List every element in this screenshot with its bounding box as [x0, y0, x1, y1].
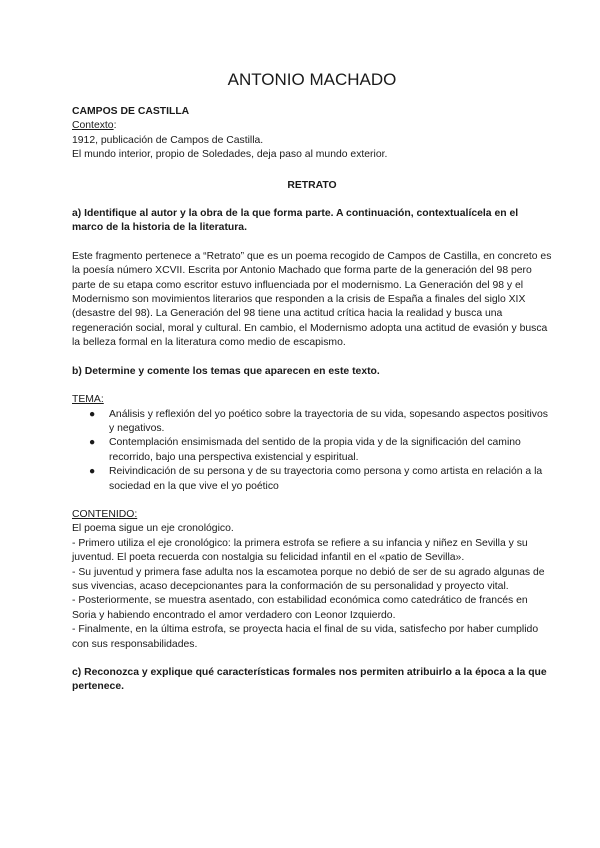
question-c: c) Reconozca y explique qué características formales nos permiten atribuirlo a la época a la que pertenece. [72, 667, 547, 693]
question-b: b) Determine y comente los temas que aparecen en este texto. [72, 365, 380, 377]
bullet-icon: ● [89, 466, 96, 478]
tema-item [89, 408, 552, 437]
context-line: El mundo interior, propio de Soledades, deja paso al mundo exterior. [72, 149, 388, 161]
context-label: Contexto [72, 120, 114, 132]
tema-label: TEMA: [72, 394, 104, 406]
section-title: CAMPOS DE CASTILLA [72, 106, 190, 117]
tema-item-text: Reivindicación de su persona y de su trayectoria como persona y como artista en relación a la sociedad en la que vive el yo poético [109, 466, 543, 492]
answer-a: Este fragmento pertenece a “Retrato” que es un poema recogido de Campos de Castilla, en concreto es la poesía número XCVII. Escrita por Antonio Machado que forma parte de la generación del 98 pero parte de su etapa como escritor estuvo influenciada por el modernismo. La Generación del 98 y el Modernismo son movimientos literarios que responden a la crisis de España a finales del siglo XIX (desastre del 98). La Generación del 98 tiene una actitud crítica hacia la realidad y busca una regeneración social, moral y cultural. En cambio, el Modernismo adopta una actitud de evasión y busca la belleza formal en la literatura como medio de escapismo. [72, 250, 552, 349]
context-line: 1912, publicación de Campos de Castilla. [72, 134, 264, 146]
contenido-line: - Posteriormente, se muestra asentado, con estabilidad económica como catedrático de francés en Soria y habiendo encontrado el amor verdadero con Leonor Izquierdo. [72, 595, 528, 621]
context-heading: Contexto: [72, 120, 117, 132]
bullet-icon: ● [89, 437, 96, 449]
poem-title: RETRATO [287, 179, 337, 191]
tema-item-text: Análisis y reflexión del yo poético sobre la trayectoria de su vida, sopesando aspectos positivos y negativos. [109, 408, 548, 434]
contenido-line: El poema sigue un eje cronológico. [72, 523, 234, 535]
tema-item [89, 436, 552, 465]
document-title: ANTONIO MACHADO [227, 70, 397, 89]
contenido-label: CONTENIDO: [72, 508, 138, 520]
tema-item [89, 465, 552, 494]
contenido-line: - Su juventud y primera fase adulta nos la escamotea porque no debió de ser de su agrado algunas de sus vivencias, acaso decepcionantes para la conformación de su personalidad y proyecto vital. [72, 566, 545, 592]
contenido-line: - Finalmente, en la última estrofa, se proyecta hacia el final de su vida, satisfecho por haber cumplido con sus responsabilidades. [72, 624, 539, 650]
contenido-block [72, 508, 552, 652]
tema-item-text: Contemplación ensimismada del sentido de la propia vida y de la significación del camino recorrido, bajo una perspectiva existencial y espiritual. [109, 437, 521, 463]
contenido-line: - Primero utiliza el eje cronológico: la primera estrofa se refiere a su infancia y niñez en Sevilla y su juventud. El poeta recuerda con nostalgia su felicidad infantil en el «patio de Sevilla». [72, 537, 528, 564]
question-a: a) Identifique al autor y la obra de la que forma parte. A continuación, contextualícela en el marco de la historia de la literatura. [72, 208, 519, 234]
tema-list [72, 408, 552, 494]
bullet-icon: ● [89, 408, 96, 420]
